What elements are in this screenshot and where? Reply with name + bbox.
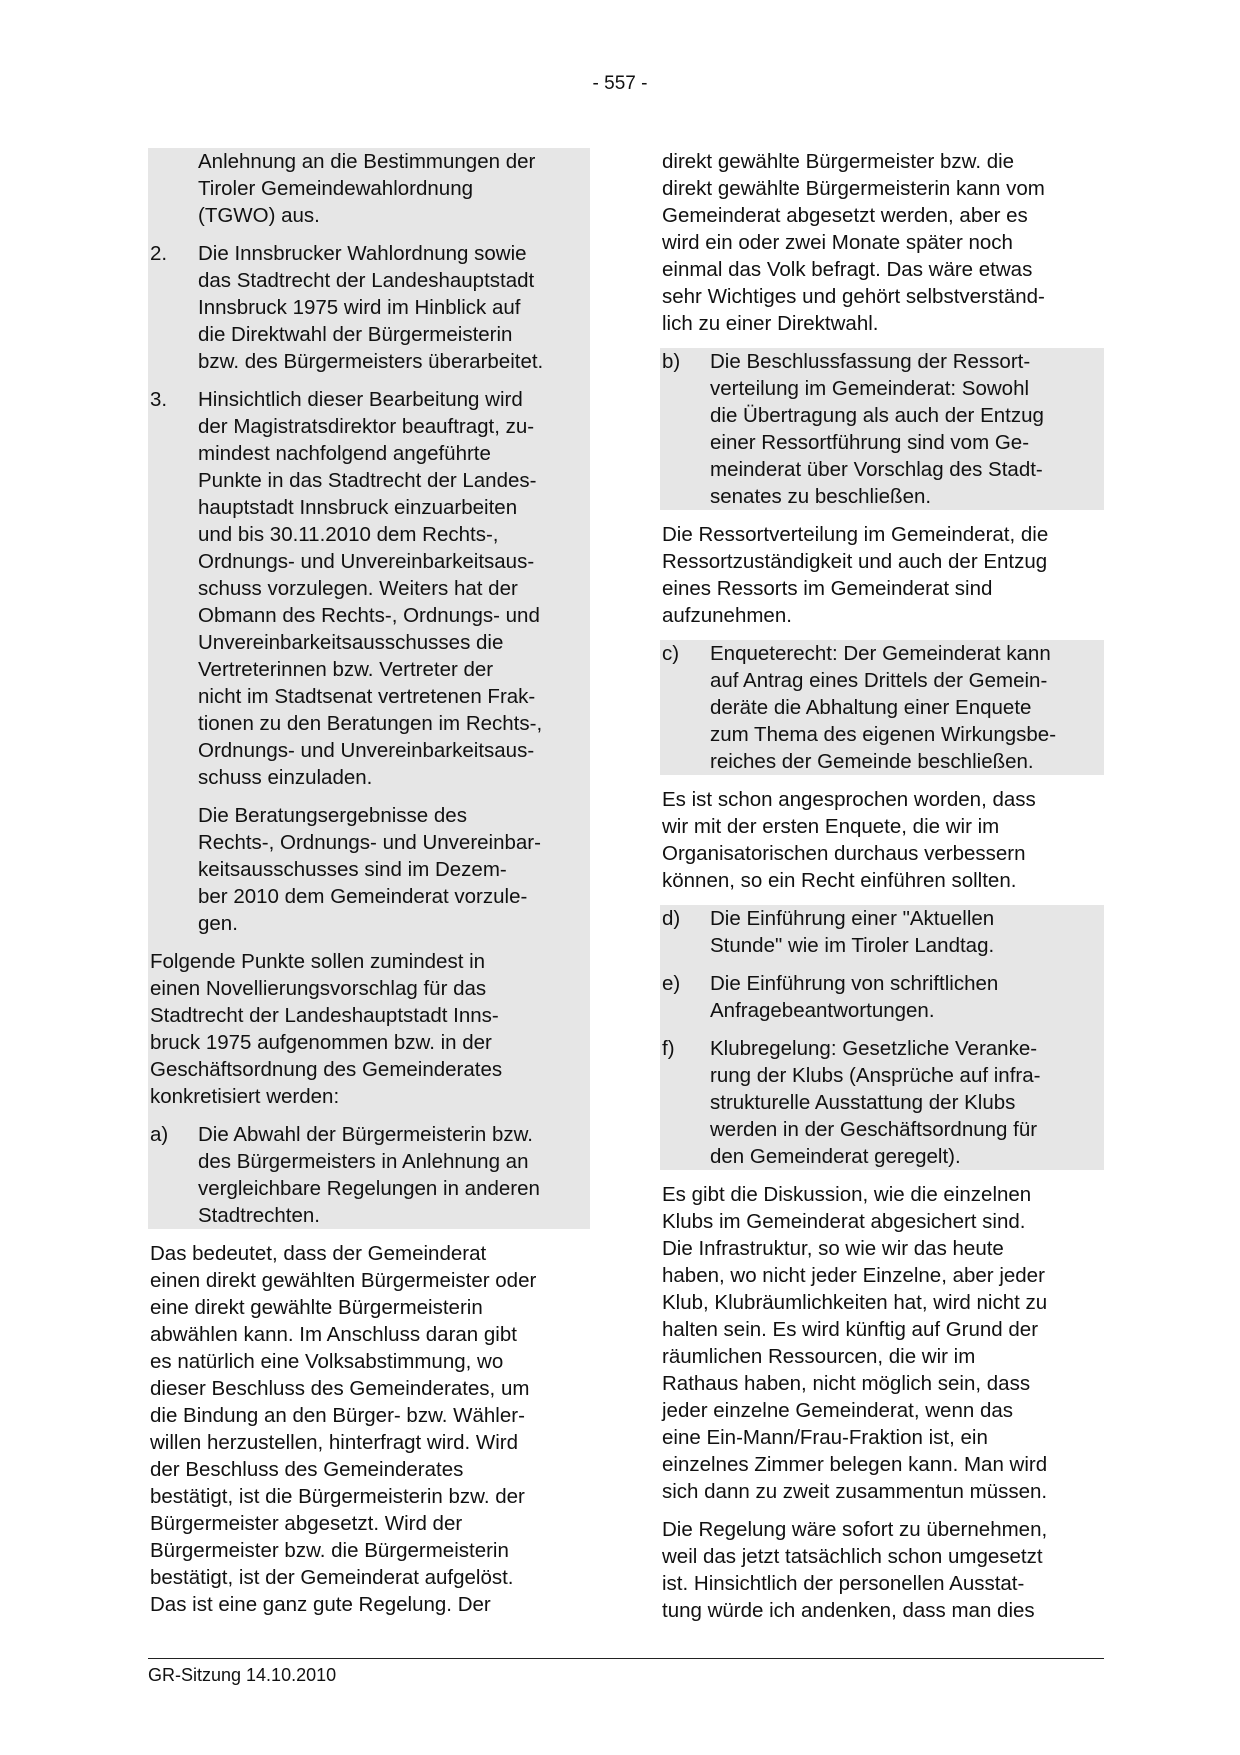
left-column bbox=[148, 148, 590, 1618]
point-d: d) Die Einführung einer "Aktuellen Stunde" wie im Tiroler Landtag. bbox=[662, 907, 995, 957]
footer-divider bbox=[148, 1658, 1104, 1659]
point-a: a) Die Abwahl der Bürgermeisterin bzw. des Bürgermeisters in Anlehnung an vergleichbare Regelungen in anderen Stadtrechten. bbox=[150, 1123, 540, 1227]
point-c: c) Enqueterecht: Der Gemeinderat kann auf Antrag eines Drittels der Gemein- deräte die Abhaltung einer Enquete zum Thema des eigenen Wirkungsbe- reiches der Gemeinde beschließen. bbox=[660, 640, 1104, 775]
item-marker: a) bbox=[150, 1123, 169, 1146]
point-e: e) Die Einführung von schriftlichen Anfragebeantwortungen. bbox=[662, 972, 999, 1022]
speech-paragraph: Es ist schon angesprochen worden, dass wir mit der ersten Enquete, die wir im Organisatorischen durchaus verbessern können, so ein Recht einführen sollten. bbox=[662, 788, 1036, 892]
point-b: b) Die Beschlussfassung der Ressort- verteilung im Gemeinderat: Sowohl die Übertragung als auch der Entzug einer Ressortführung sind vom Ge- meinderat über Vorschlag des Stadt- senates zu beschließen. bbox=[660, 348, 1104, 510]
motion-item-3: 3. Hinsichtlich dieser Bearbeitung wird der Magistratsdirektor beauftragt, zu- mindest nachfolgend angeführte Punkte in das Stadtrecht der Landes- hauptstadt Innsbruck einzuarbeiten und bis 30.11.2010 dem Rechts-, Ordnungs- und Unvereinbarkeitsaus- schuss vorzulegen. Weiters hat der Obmann des Rechts-, Ordnungs- und Unvereinbarkeitsausschusses die Vertreterinnen bzw. Vertreter der nicht im Stadtsenat vertretenen Frak- tionen zu den Beratungen im Rechts-, Ordnungs- und Unvereinbarkeitsaus- schuss einzuladen. bbox=[150, 388, 543, 789]
points-intro: Folgende Punkte sollen zumindest in einen Novellierungsvorschlag für das Stadtrecht der Landeshauptstadt Inns- bruck 1975 aufgenommen bzw. in der Geschäftsordnung des Gemeinderates konkretisiert werden: bbox=[150, 950, 503, 1108]
item-3-followup: Die Beratungsergebnisse des Rechts-, Ordnungs- und Unvereinbar- keitsausschusses sind im Dezem- ber 2010 dem Gemeinderat vorzule- gen. bbox=[198, 804, 541, 935]
point-f: f) Klubregelung: Gesetzliche Veranke- rung der Klubs (Ansprüche auf infra- strukturelle Ausstattung der Klubs werden in der Geschäftsordnung für den Gemeinderat geregelt). bbox=[662, 1037, 1041, 1168]
item-marker: b) bbox=[662, 350, 681, 373]
item-marker: 2. bbox=[150, 242, 168, 265]
speech-paragraph: Die Regelung wäre sofort zu übernehmen, weil das jetzt tatsächlich schon umgesetzt ist. Hinsichtlich der personellen Ausstat- tung würde ich andenken, dass man dies bbox=[662, 1518, 1048, 1622]
item-marker: d) bbox=[662, 907, 681, 930]
continued-item-text: Anlehnung an die Bestimmungen der Tiroler Gemeindewahlordnung (TGWO) aus. bbox=[198, 150, 536, 227]
right-column bbox=[660, 148, 1104, 1624]
speech-paragraph: Es gibt die Diskussion, wie die einzelnen Klubs im Gemeinderat abgesichert sind. Die Infrastruktur, so wie wir das heute haben, wo nicht jeder Einzelne, aber jeder Klub, Klubräumlichkeiten hat, wird nicht zu halten sein. Es wird künftig auf Grund der räumlichen Ressourcen, die wir im Rathaus haben, nicht möglich sein, dass jeder einzelne Gemeinderat, wenn das eine Ein-Mann/Frau-Fraktion ist, ein einzelnes Zimmer belegen kann. Man wird sich dann zu zweit zusammentun müssen. bbox=[662, 1183, 1048, 1503]
motion-block-1 bbox=[148, 148, 590, 1229]
speech-paragraph: Die Ressortverteilung im Gemeinderat, die Ressortzuständigkeit und auch der Entzug eines Ressorts im Gemeinderat sind aufzunehmen. bbox=[662, 523, 1049, 627]
footer-session-date: GR-Sitzung 14.10.2010 bbox=[148, 1665, 337, 1685]
item-marker: f) bbox=[662, 1037, 675, 1060]
item-marker: c) bbox=[662, 642, 680, 665]
speech-paragraph: Das bedeutet, dass der Gemeinderat einen direkt gewählten Bürgermeister oder eine direkt gewählte Bürgermeisterin abwählen kann. Im Anschluss daran gibt es natürlich eine Volksabstimmung, wo dieser Beschluss des Gemeinderates, um die Bindung an den Bürger- bzw. Wähler- willen herzustellen, hinterfragt wird. Wird der Beschluss des Gemeinderates bestätigt, ist die Bürgermeisterin bzw. der Bürgermeister abgesetzt. Wird der Bürgermeister bzw. die Bürgermeisterin bestätigt, ist der Gemeinderat aufgelöst. Das ist eine ganz gute Regelung. Der bbox=[150, 1242, 537, 1616]
motion-item-2: 2. Die Innsbrucker Wahlordnung sowie das Stadtrecht der Landeshauptstadt Innsbruck 1975 wird im Hinblick auf die Direktwahl der Bürgermeisterin bzw. des Bürgermeisters überarbeitet. bbox=[150, 242, 544, 373]
points-d-to-f bbox=[660, 905, 1104, 1170]
speech-paragraph: direkt gewählte Bürgermeister bzw. die direkt gewählte Bürgermeisterin kann vom Gemeinderat abgesetzt werden, aber es wird ein oder zwei Monate später noch einmal das Volk befragt. Das wäre etwas sehr Wichtiges und gehört selbstverständ- lich zu einer Direktwahl. bbox=[662, 150, 1045, 335]
page-number: - 557 - bbox=[592, 73, 648, 94]
item-marker: 3. bbox=[150, 388, 168, 411]
item-marker: e) bbox=[662, 972, 681, 995]
